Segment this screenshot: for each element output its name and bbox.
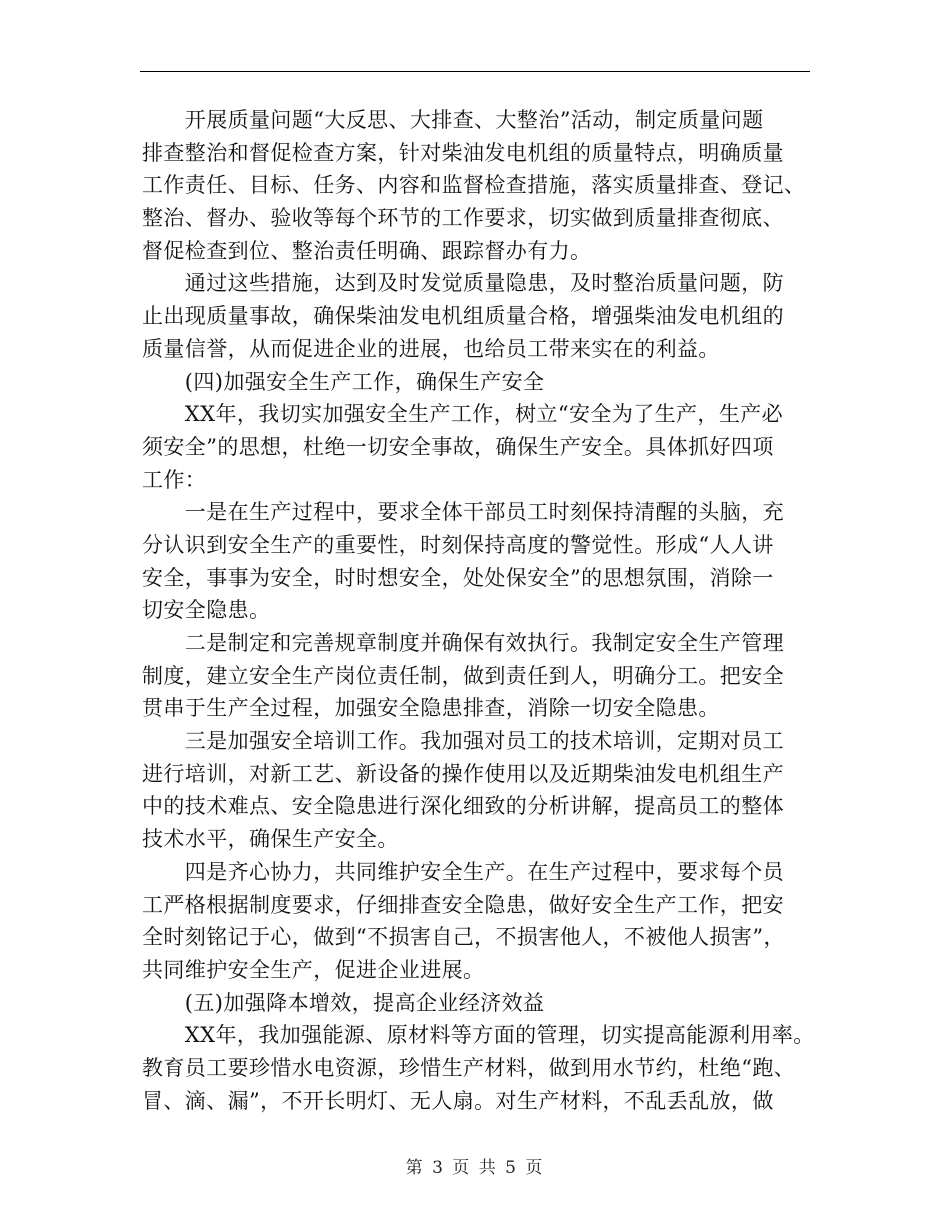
document-body xyxy=(142,104,815,1117)
text-line: 止出现质量事故，确保柴油发电机组质量合格，增强柴油发电机组的 xyxy=(142,304,784,329)
text-line: XX年，我加强能源、原材料等方面的管理，切实提高能源利用率。 xyxy=(142,1023,815,1048)
text-line: (五)加强降本增效，提高企业经济效益 xyxy=(142,990,545,1015)
text-line: 进行培训，对新工艺、新设备的操作使用以及近期柴油发电机组生产 xyxy=(142,761,784,786)
text-line: 工作责任、目标、任务、内容和监督检查措施，落实质量排查、登记、 xyxy=(142,173,806,198)
text-line: 共同维护安全生产，促进企业进展。 xyxy=(142,957,485,982)
text-line: 二是制定和完善规章制度并确保有效执行。我制定安全生产管理 xyxy=(142,631,784,655)
text-line: 工作： xyxy=(142,467,207,492)
text-line: XX年，我切实加强安全生产工作，树立“安全为了生产，生产必 xyxy=(142,402,784,427)
text-line: 教育员工要珍惜水电资源，珍惜生产材料，做到用水节约，杜绝“跑、 xyxy=(142,1055,796,1080)
text-line: 四是齐心协力，共同维护安全生产。在生产过程中，要求每个员 xyxy=(142,859,784,884)
text-line: 冒、滴、漏”，不开长明灯、无人扇。对生产材料，不乱丢乱放，做 xyxy=(142,1088,774,1113)
text-line: 整治、督办、验收等每个环节的工作要求，切实做到质量排查彻底、 xyxy=(142,206,784,231)
text-line: 切安全隐患。 xyxy=(142,598,271,623)
text-line: 制度，建立安全生产岗位责任制，做到责任到人，明确分工。把安全 xyxy=(142,663,784,688)
text-line: (四)加强安全生产工作，确保生产安全 xyxy=(142,369,545,394)
text-line: 贯串于生产全过程，加强安全隐患排查，消除一切安全隐患。 xyxy=(142,696,720,721)
header-rule xyxy=(140,71,810,72)
text-line: 中的技术难点、安全隐患进行深化细致的分析讲解，提高员工的整体 xyxy=(142,794,784,819)
text-line: 一是在生产过程中，要求全体干部员工时刻保持清醒的头脑，充 xyxy=(142,500,784,525)
text-line: 安全，事事为安全，时时想安全，处处保安全”的思想氛围，消除一 xyxy=(142,565,774,590)
text-line: 督促检查到位、整治责任明确、跟踪督办有力。 xyxy=(142,238,592,263)
text-line: 全时刻铭记于心，做到“不损害自己，不损害他人，不被他人损害”， xyxy=(142,925,785,950)
text-line: 须安全”的思想，杜绝一切安全事故，确保生产安全。具体抓好四项 xyxy=(142,434,774,459)
text-line: 技术水平，确保生产安全。 xyxy=(142,827,399,852)
page-number: 第 3 页 共 5 页 xyxy=(405,1158,545,1178)
text-line: 工严格根据制度要求，仔细排查安全隐患，做好安全生产工作，把安 xyxy=(142,892,784,917)
text-line: 开展质量问题“大反思、大排查、大整治”活动，制定质量问题 xyxy=(142,108,764,132)
text-line: 质量信誉，从而促进企业的进展，也给员工带来实在的利益。 xyxy=(142,336,720,361)
text-line: 分认识到安全生产的重要性，时刻保持高度的警觉性。形成“人人讲 xyxy=(142,532,774,557)
text-line: 排查整治和督促检查方案，针对柴油发电机组的质量特点，明确质量 xyxy=(142,140,784,165)
text-line: 通过这些措施，达到及时发觉质量隐患，及时整治质量问题，防 xyxy=(142,271,784,296)
text-line: 三是加强安全培训工作。我加强对员工的技术培训，定期对员工 xyxy=(142,729,784,754)
